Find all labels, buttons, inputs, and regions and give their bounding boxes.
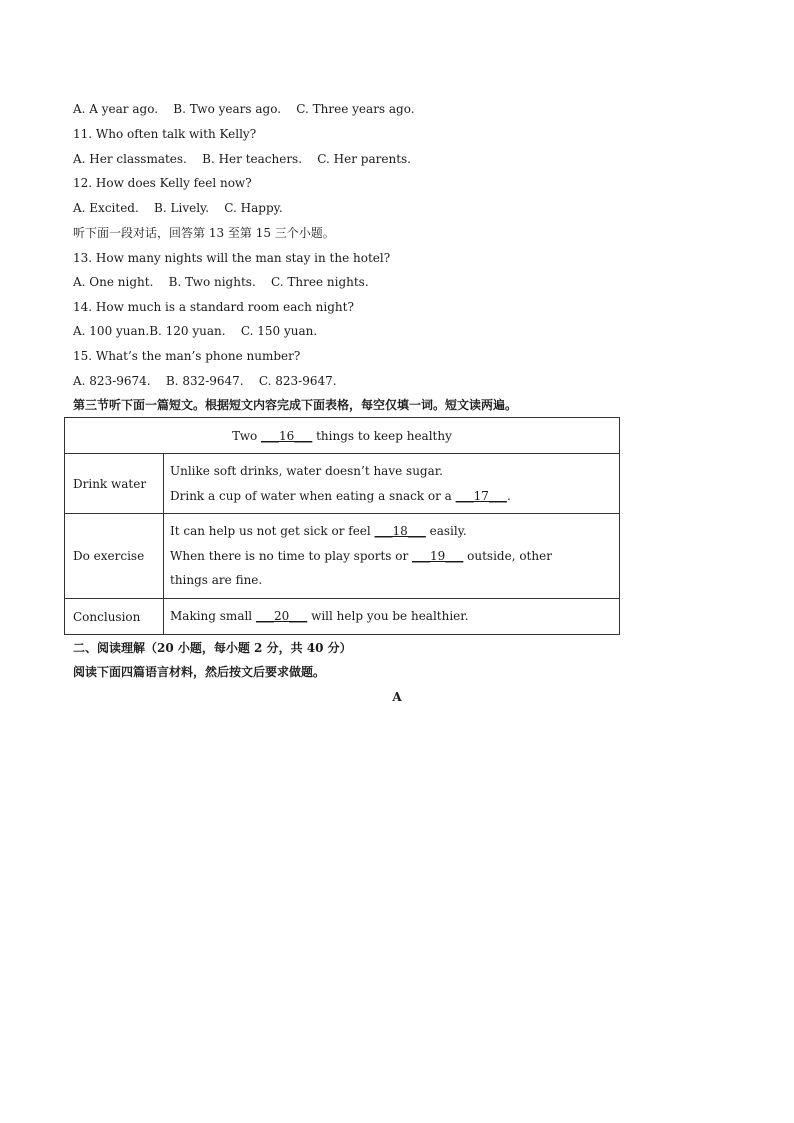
table-row [65,454,620,514]
row-label: Drink water [65,454,164,514]
content-line [170,568,613,593]
line-text-end: will help you be healthier. [307,609,469,624]
fill-in-table [64,417,620,635]
dialogue-instruction: 听下面一段对话，回答第 13 至第 15 三个小题。 [73,226,335,240]
row-content [164,454,620,514]
blank-20: ___20___ [255,609,308,624]
options-line-11: A. Her classmates. B. Her teachers. C. Her parents. [73,152,411,166]
row-label: Do exercise [65,514,164,599]
table-header [65,418,620,454]
table-row [65,514,620,599]
row-label: Conclusion [65,599,164,635]
table-header-row [65,418,620,454]
blank-17: ___17___ [455,488,507,503]
section-three-instruction: 第三节听下面一篇短文。根据短文内容完成下面表格，每空仅填一词。短文读两遍。 [73,398,518,412]
question-12: 12. How does Kelly feel now? [73,176,252,190]
options-line-15: A. 823-9674. B. 832-9647. C. 823-9647. [73,374,337,388]
line-text-end: outside, other [463,548,552,563]
options-line-12: A. Excited. B. Lively. C. Happy. [73,201,283,215]
options-line-14: A. 100 yuan.B. 120 yuan. C. 150 yuan. [73,324,318,338]
reading-instruction: 阅读下面四篇语言材料，然后按文后要求做题。 [73,665,326,679]
blank-18: ___18___ [374,524,426,539]
row-content [164,599,620,635]
content-line [170,459,613,484]
passage-letter: A [392,690,402,704]
options-line-10: A. A year ago. B. Two years ago. C. Three years ago. [73,102,415,116]
line-text: It can help us not get sick or feel [170,524,375,539]
options-line-13: A. One night. B. Two nights. C. Three nights. [73,275,369,289]
content-line [170,484,613,509]
row-content [164,514,620,599]
line-text-end: easily. [425,524,467,539]
question-15: 15. What’s the man’s phone number? [73,349,301,363]
content-line [170,519,613,544]
question-14: 14. How much is a standard room each night? [73,300,354,314]
line-text: things are fine. [170,573,263,588]
blank-16: ___16___ [261,428,313,443]
line-text-end: . [506,488,511,503]
question-11: 11. Who often talk with Kelly? [73,127,257,141]
line-text: Drink a cup of water when eating a snack or a [170,488,456,503]
table-row [65,599,620,635]
line-text: Unlike soft drinks, water doesn’t have sugar. [170,464,443,478]
reading-section-title: 二、阅读理解（20 小题，每小题 2 分，共 40 分） [73,641,352,655]
line-text: Making small [170,609,256,624]
header-text-end: things to keep healthy [312,428,452,443]
header-text: Two [232,428,262,443]
content-line [170,544,613,569]
content-line [170,604,613,629]
blank-19: ___19___ [412,548,464,563]
question-13: 13. How many nights will the man stay in the hotel? [73,251,391,265]
line-text: When there is no time to play sports or [170,548,413,563]
